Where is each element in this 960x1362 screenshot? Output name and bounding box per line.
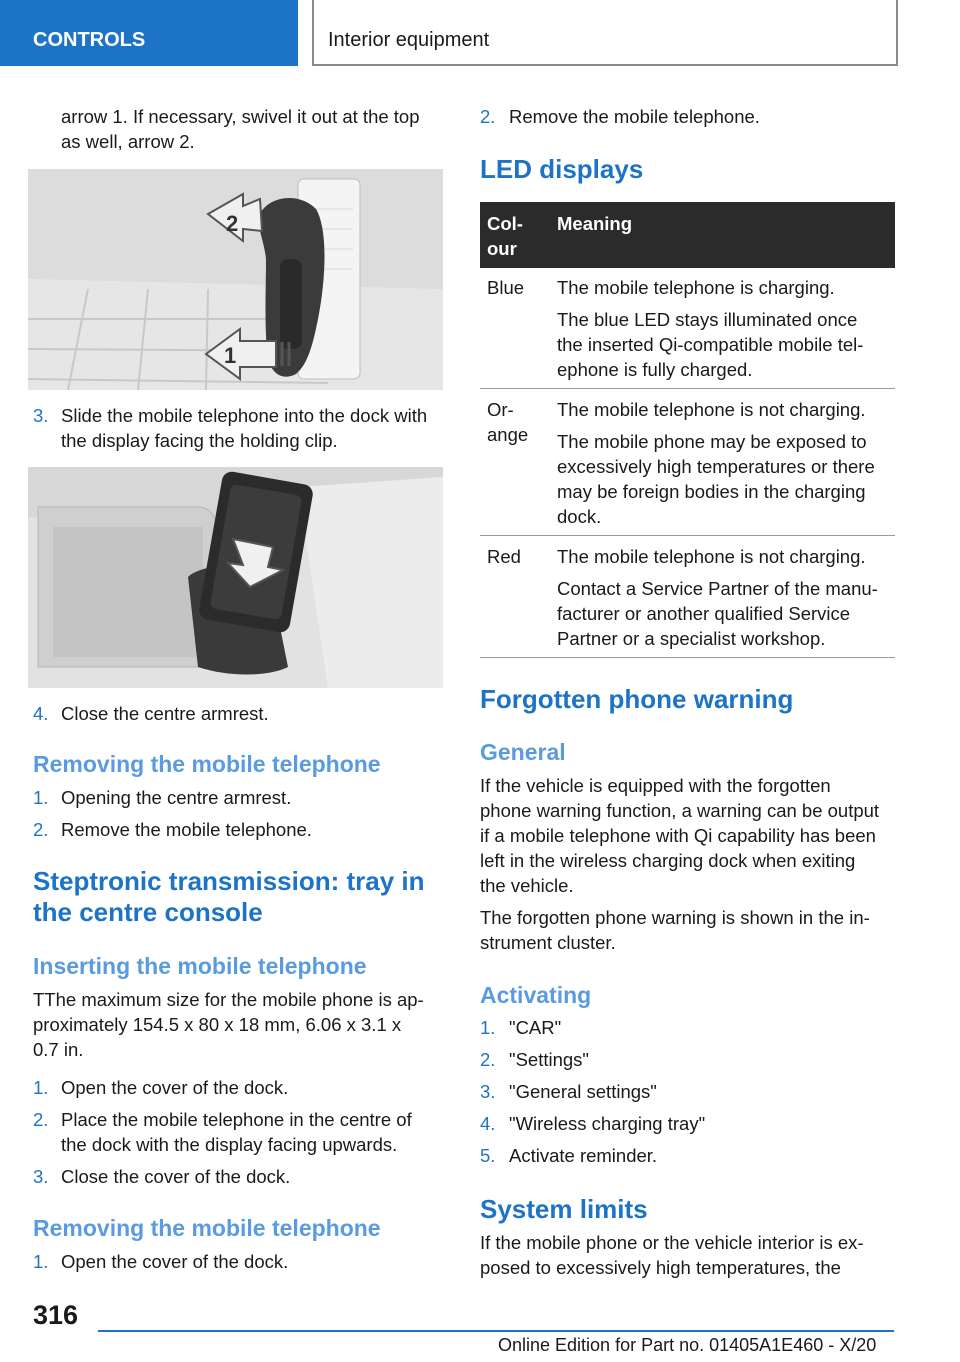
step-3-line-2: the display facing the holding clip.: [61, 430, 338, 451]
arrow-2-label: 2: [226, 211, 239, 236]
section-tab: [0, 0, 298, 66]
step-4-text: Close the centre armrest.: [61, 703, 269, 724]
arrow-1-label: 1: [224, 343, 237, 368]
inserting-para-line-2: proximately 154.5 x 80 x 18 mm, 6.06 x 3.1 x: [33, 1014, 402, 1035]
dock-insert-figure: [28, 467, 443, 688]
top-step-number: 2.: [480, 106, 496, 127]
intro-line-1: arrow 1. If necessary, swivel it out at the top: [61, 106, 420, 127]
row-blue-line-3: the inserted Qi-compatible mobile tel-: [557, 334, 864, 355]
removing-heading: Removing the mobile telephone: [33, 751, 381, 777]
step-4-number: 4.: [33, 703, 49, 724]
inserting-para-line-1: TThe maximum size for the mobile phone is ap-: [33, 989, 424, 1010]
inserting-step-3-number: 3.: [33, 1166, 49, 1187]
activating-step-2-text: "Settings": [509, 1049, 589, 1070]
general-heading: General: [480, 739, 566, 765]
activating-step-1-text: "CAR": [509, 1017, 562, 1038]
row-orange-line-2: The mobile phone may be exposed to: [557, 431, 867, 452]
edition-note: Online Edition for Part no. 01405A1E460 - X/20: [498, 1335, 877, 1355]
inserting-step-2-line-1: Place the mobile telephone in the centre of: [61, 1109, 412, 1130]
inserting-step-2-number: 2.: [33, 1109, 49, 1130]
general-para-line-1: If the vehicle is equipped with the forgotten: [480, 775, 831, 796]
row-orange-line-1: The mobile telephone is not charging.: [557, 399, 866, 420]
inserting-step-2-line-2: the dock with the display facing upwards.: [61, 1134, 398, 1155]
activating-step-5-text: Activate reminder.: [509, 1145, 658, 1166]
colour-header-line-2: our: [487, 238, 517, 259]
general-para-line-4: left in the wireless charging dock when exiting: [480, 850, 856, 871]
row-divider: [480, 657, 895, 658]
inserting-step-3-text: Close the cover of the dock.: [61, 1166, 291, 1187]
activating-step-3-text: "General settings": [509, 1081, 657, 1102]
colour-column-header: [487, 211, 523, 261]
steptronic-heading-line-2: the centre console: [33, 897, 263, 927]
row-red-line-2: Contact a Service Partner of the manu-: [557, 578, 878, 599]
removing-step-1-text: Opening the centre armrest.: [61, 787, 292, 808]
system-para-line-1: If the mobile phone or the vehicle interior is ex-: [480, 1232, 864, 1253]
footer-divider: [98, 1330, 894, 1332]
general-para-line-5: the vehicle.: [480, 875, 574, 896]
steptronic-heading-line-1: Steptronic transmission: tray in: [33, 866, 425, 896]
activating-step-4-text: "Wireless charging tray": [509, 1113, 706, 1134]
activating-step-3-number: 3.: [480, 1081, 496, 1102]
row-orange-line-4: may be foreign bodies in the charging: [557, 481, 866, 502]
row-red-line-4: Partner or a specialist workshop.: [557, 628, 826, 649]
led-table-header: [480, 202, 895, 268]
row-blue-line-4: ephone is fully charged.: [557, 359, 753, 380]
system-para-line-2: posed to excessively high temperatures, the: [480, 1257, 841, 1278]
activating-step-1-number: 1.: [480, 1017, 496, 1038]
removing-step-1-number: 1.: [33, 787, 49, 808]
forgotten-phone-heading: Forgotten phone warning: [480, 684, 794, 714]
row-orange-colour-line-2: ange: [487, 424, 529, 445]
row-divider: [480, 388, 895, 389]
removing-step-2-text: Remove the mobile telephone.: [61, 819, 312, 840]
row-orange-colour-line-1: Or-: [487, 399, 514, 420]
chapter-tab: [312, 0, 898, 66]
inserting-heading: Inserting the mobile telephone: [33, 953, 367, 979]
row-red-colour: Red: [487, 546, 521, 567]
inserting-step-1-number: 1.: [33, 1077, 49, 1098]
chapter-title: Interior equipment: [328, 29, 490, 51]
removing2-step-1-text: Open the cover of the dock.: [61, 1251, 289, 1272]
activating-step-4-number: 4.: [480, 1113, 496, 1134]
inserting-para-line-3: 0.7 in.: [33, 1039, 84, 1060]
swivel-clip-figure: [28, 169, 443, 390]
section-title: CONTROLS: [33, 29, 146, 51]
colour-header-line-1: Col-: [487, 213, 523, 234]
activating-step-2-number: 2.: [480, 1049, 496, 1070]
step-3-number: 3.: [33, 405, 49, 426]
row-divider: [480, 535, 895, 536]
step-3-line-1: Slide the mobile telephone into the dock with: [61, 405, 428, 426]
row-red-line-3: facturer or another qualified Service: [557, 603, 851, 624]
general-para-line-3: if a mobile telephone with Qi capability has been: [480, 825, 876, 846]
activating-heading: Activating: [480, 982, 592, 1008]
general-para2-line-1: The forgotten phone warning is shown in the in-: [480, 907, 870, 928]
row-blue-line-2: The blue LED stays illuminated once: [557, 309, 858, 330]
meaning-column-header: Meaning: [557, 213, 633, 234]
general-para2-line-2: strument cluster.: [480, 932, 616, 953]
top-step-text: Remove the mobile telephone.: [509, 106, 760, 127]
row-blue-colour: Blue: [487, 277, 525, 298]
general-para-line-2: phone warning function, a warning can be output: [480, 800, 880, 821]
led-displays-heading: LED displays: [480, 154, 644, 184]
row-red-line-1: The mobile telephone is not charging.: [557, 546, 866, 567]
row-orange-line-3: excessively high temperatures or there: [557, 456, 875, 477]
removing-step-2-number: 2.: [33, 819, 49, 840]
removing2-heading: Removing the mobile telephone: [33, 1215, 381, 1241]
row-blue-line-1: The mobile telephone is charging.: [557, 277, 835, 298]
intro-line-2: as well, arrow 2.: [61, 131, 195, 152]
activating-step-5-number: 5.: [480, 1145, 496, 1166]
row-orange-line-5: dock.: [557, 506, 602, 527]
system-limits-heading: System limits: [480, 1194, 648, 1224]
removing2-step-1-number: 1.: [33, 1251, 49, 1272]
inserting-step-1-text: Open the cover of the dock.: [61, 1077, 289, 1098]
page-number: 316: [33, 1300, 79, 1330]
